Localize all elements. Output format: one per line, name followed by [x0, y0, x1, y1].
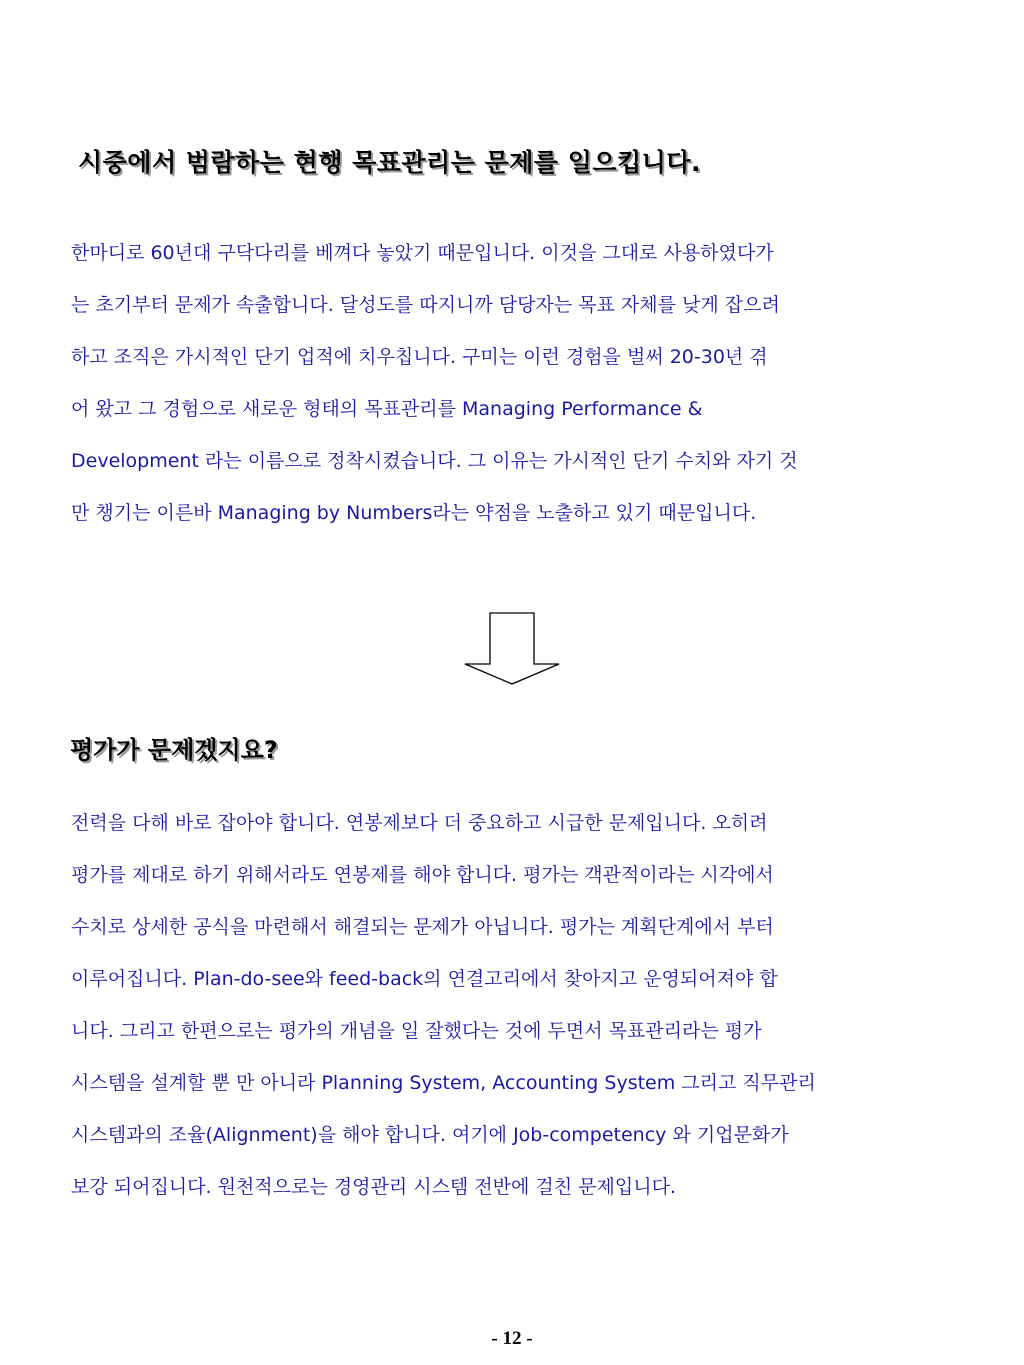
down-arrow-icon	[462, 612, 562, 686]
paragraph-line: 전력을 다해 바로 잡아야 합니다. 연봉제보다 더 중요하고 시급한 문제입니다. 오히려	[71, 812, 768, 834]
section-heading-evaluation: 평가가 문제겠지요?	[70, 736, 278, 764]
paragraph-line: 이루어집니다. Plan-do-see와 feed-back의 연결고리에서 찾아지고 운영되어져야 합	[71, 968, 778, 990]
paragraph-line: Development 라는 이름으로 정착시켰습니다. 그 이유는 가시적인 단기 수치와 자기 것	[71, 450, 798, 472]
paragraph-line: 보강 되어집니다. 원천적으로는 경영관리 시스템 전반에 걸친 문제입니다.	[71, 1176, 676, 1198]
paragraph-line: 어 왔고 그 경험으로 새로운 형태의 목표관리를 Managing Performance &	[71, 398, 703, 420]
paragraph-line: 하고 조직은 가시적인 단기 업적에 치우칩니다. 구미는 이런 경험을 벌써 20-30년 겪	[71, 346, 768, 368]
paragraph-mbo-problem	[71, 240, 961, 552]
paragraph-line: 니다. 그리고 한편으로는 평가의 개념을 일 잘했다는 것에 두면서 목표관리라는 평가	[71, 1020, 762, 1042]
paragraph-line: 는 초기부터 문제가 속출합니다. 달성도를 따지니까 담당자는 목표 자체를 낮게 잡으려	[71, 294, 780, 316]
paragraph-line: 만 챙기는 이른바 Managing by Numbers라는 약점을 노출하고 있기 때문입니다.	[71, 502, 757, 524]
paragraph-line: 시스템과의 조율(Alignment)을 해야 합니다. 여기에 Job-competency 와 기업문화가	[71, 1124, 789, 1146]
page-number: - 12 -	[491, 1328, 533, 1349]
paragraph-evaluation	[71, 810, 961, 1226]
paragraph-line: 수치로 상세한 공식을 마련해서 해결되는 문제가 아닙니다. 평가는 계획단계에서 부터	[71, 916, 774, 938]
paragraph-line: 평가를 제대로 하기 위해서라도 연봉제를 해야 합니다. 평가는 객관적이라는 시각에서	[71, 864, 774, 886]
paragraph-line: 시스템을 설계할 뿐 만 아니라 Planning System, Accounting System 그리고 직무관리	[71, 1072, 816, 1094]
section-heading-mbo-problem: 시중에서 범람하는 현행 목표관리는 문제를 일으킵니다.	[78, 148, 701, 177]
paragraph-line: 한마디로 60년대 구닥다리를 베껴다 놓았기 때문입니다. 이것을 그대로 사용하였다가	[71, 242, 774, 264]
